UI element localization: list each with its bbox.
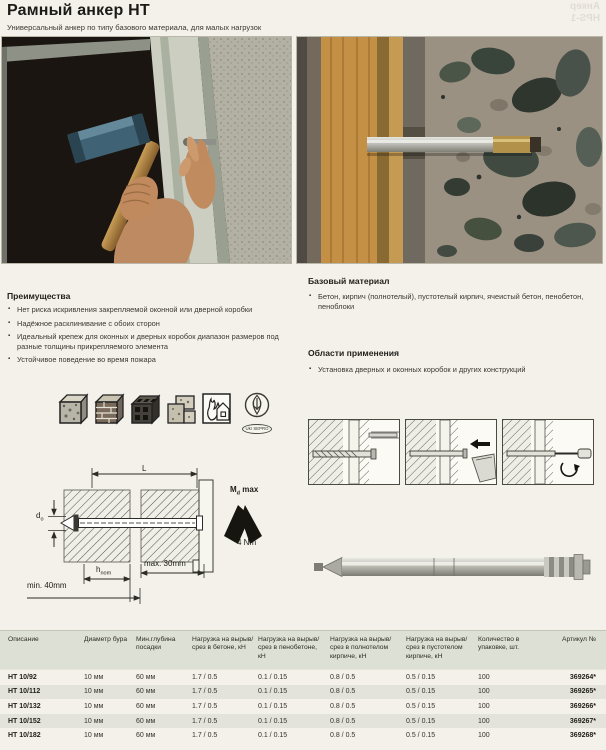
fire-resistance-icon — [202, 392, 231, 425]
torque-value-label: 4 Nm — [237, 538, 257, 547]
table-cell: 0.8 / 0.5 — [330, 688, 356, 696]
table-cell: 1.7 / 0.5 — [192, 673, 218, 681]
advantages-list — [8, 305, 290, 369]
column-header: Нагрузка на вырыв/срез в бетоне, кН — [192, 636, 254, 652]
list-item: ▪ Нет риска искривления закрепляемой оконной или дверной коробки — [8, 305, 290, 315]
dim-max-label: max. 30mm — [144, 559, 186, 568]
table-cell: 369267* — [569, 717, 596, 725]
column-header: Нагрузка на вырыв/ срез в пустотелом кирпиче, кН — [406, 636, 468, 660]
column-header: Описание — [8, 636, 39, 643]
table-cell: 10 мм — [84, 702, 104, 710]
page-title: Рамный анкер HT — [7, 2, 150, 19]
table-cell: 369265* — [569, 688, 596, 696]
material-icons-row — [58, 392, 272, 434]
table-cell: 60 мм — [136, 702, 156, 710]
base-material-list — [309, 292, 595, 315]
table-header-row — [0, 630, 606, 670]
table-cell: 369268* — [569, 732, 596, 740]
table-cell: 100 — [478, 732, 490, 740]
step-hammer-diagram — [406, 420, 496, 484]
table-cell: 60 мм — [136, 688, 156, 696]
table-cell: 0.1 / 0.15 — [258, 702, 288, 710]
table-cell: 0.1 / 0.15 — [258, 673, 288, 681]
column-header: Артикул № — [562, 636, 596, 643]
table-cell: 1.7 / 0.5 — [192, 688, 218, 696]
bleed-through-text: Анкер HPS-1 — [570, 1, 600, 24]
table-cell: 369264* — [569, 673, 596, 681]
photo-hammer-installation — [2, 37, 291, 263]
solid-brick-icon — [94, 392, 125, 425]
list-item: ▪ Установка дверных и оконных коробок и других конструкций — [309, 365, 595, 375]
step-screw-diagram — [503, 420, 593, 484]
table-cell: HT 10/92 — [8, 673, 37, 681]
table-cell: 0.8 / 0.5 — [330, 732, 356, 740]
table-row — [0, 685, 606, 700]
page-subtitle: Универсальный анкер по типу базового материала, для малых нагрузок — [7, 23, 262, 32]
table-cell: 0.5 / 0.15 — [406, 673, 436, 681]
certification-mark — [242, 392, 272, 434]
table-cell: 10 мм — [84, 732, 104, 740]
dim-hnom-label: $h_{nom}$ — [96, 565, 112, 577]
table-cell: 100 — [478, 717, 490, 725]
list-item: ▪ Надёжное расклинивание с обоих сторон — [8, 319, 290, 329]
table-row — [0, 728, 606, 743]
base-material-heading: Базовый материал — [308, 276, 390, 286]
table-row — [0, 714, 606, 729]
table-cell: HT 10/182 — [8, 732, 41, 740]
ukrsepro-logo-icon — [244, 392, 270, 418]
concrete-icon — [58, 392, 89, 425]
applications-heading: Области применения — [308, 348, 399, 358]
table-cell: 0.1 / 0.15 — [258, 732, 288, 740]
table-cell: 1.7 / 0.5 — [192, 717, 218, 725]
table-cell: 0.5 / 0.15 — [406, 702, 436, 710]
cert-label: Ukr SEPRO — [242, 424, 272, 434]
dim-L-label: L — [142, 464, 147, 473]
table-cell: 0.8 / 0.5 — [330, 702, 356, 710]
list-item: ▪ Устойчивое поведение во время пожара — [8, 355, 290, 365]
column-header: Нагрузка на вырыв/ срез в пенобетоне, кН — [258, 636, 320, 660]
applications-list — [309, 365, 595, 379]
table-cell: HT 10/112 — [8, 688, 41, 696]
table-cell: 100 — [478, 702, 490, 710]
table-cell: 10 мм — [84, 673, 104, 681]
torque-label: $M_d$ max — [230, 485, 259, 497]
table-cell: HT 10/132 — [8, 702, 41, 710]
table-row — [0, 670, 606, 685]
column-header: Нагрузка на вырыв/ срез в полнотелом кирпиче, кН — [330, 636, 392, 660]
table-cell: HT 10/152 — [8, 717, 41, 725]
list-item: ▪ Бетон, кирпич (полнотелый), пустотелый кирпич, ячеистый бетон, пенобетон, пеноблоки — [309, 292, 595, 311]
advantages-heading: Преимущества — [7, 291, 71, 301]
dim-min-label: min. 40mm — [27, 581, 67, 590]
product-photo-anchor — [312, 538, 596, 596]
table-row — [0, 699, 606, 714]
table-cell: 0.1 / 0.15 — [258, 688, 288, 696]
table-cell: 0.5 / 0.15 — [406, 688, 436, 696]
table-cell: 10 мм — [84, 717, 104, 725]
table-cell: 0.5 / 0.15 — [406, 717, 436, 725]
table-cell: 100 — [478, 673, 490, 681]
dim-d0-label: $d_o$ — [36, 511, 44, 523]
column-header: Количество в упаковке, шт. — [478, 636, 520, 652]
installation-steps — [309, 420, 593, 484]
table-cell: 0.8 / 0.5 — [330, 673, 356, 681]
step-drill-diagram — [309, 420, 399, 484]
table-cell: 60 мм — [136, 732, 156, 740]
table-cell: 10 мм — [84, 688, 104, 696]
table-cell: 1.7 / 0.5 — [192, 702, 218, 710]
table-cell: 60 мм — [136, 717, 156, 725]
table-cell: 60 мм — [136, 673, 156, 681]
table-cell: 1.7 / 0.5 — [192, 732, 218, 740]
table-cell: 100 — [478, 688, 490, 696]
hollow-block-icon — [130, 392, 161, 425]
column-header: Мин.глубина посадки — [136, 636, 176, 652]
photo-anchor-in-concrete — [297, 37, 602, 263]
table-cell: 0.5 / 0.15 — [406, 732, 436, 740]
table-cell: 369266* — [569, 702, 596, 710]
product-table — [0, 630, 606, 743]
table-cell: 0.8 / 0.5 — [330, 717, 356, 725]
table-cell: 0.1 / 0.15 — [258, 717, 288, 725]
aerated-block-icon — [166, 392, 197, 425]
column-header: Диаметр бура — [84, 636, 128, 643]
list-item: ▪ Идеальный крепеж для оконных и дверных коробок диапазон размеров под разные толщины прикрепляемого элемента — [8, 332, 290, 351]
